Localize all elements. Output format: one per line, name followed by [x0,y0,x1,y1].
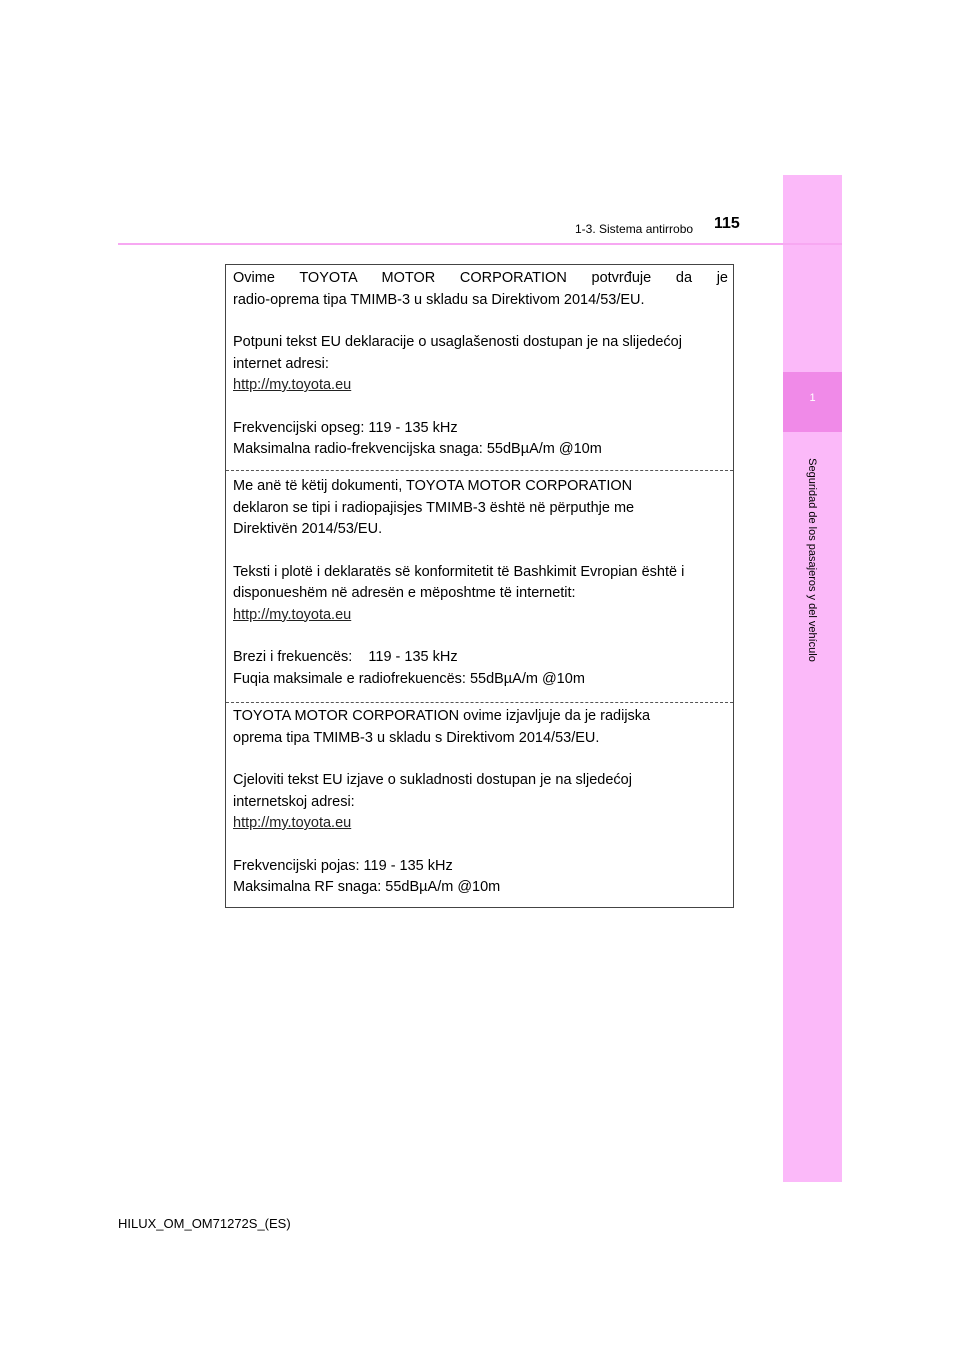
declaration-line: Me anë të këtij dokumenti, TOYOTA MOTOR CORPORATION [233,478,633,494]
declaration-line: TOYOTA MOTOR CORPORATION ovime izjavljuje da je radijska [233,708,651,724]
frequency-range: Frekvencijski pojas: 119 - 135 kHz [233,857,453,874]
document-id: HILUX_OM_OM71272S_(ES) [118,1216,291,1231]
toyota-link[interactable]: http://my.toyota.eu [233,377,352,393]
chapter-number: 1 [809,392,816,404]
chapter-title: Seguridad de los pasajeros y del vehículo [806,458,818,662]
declaration-line: Potpuni tekst EU deklaracije o usaglašenosti dostupan je na slijedećoj [233,334,682,350]
declaration-line: deklaron se tipi i radiopajisjes TMIMB-3 është në përputhje me [233,499,635,516]
toyota-link[interactable]: http://my.toyota.eu [233,815,352,831]
declaration-line: radio-oprema tipa TMIMB-3 u skladu sa Direktivom 2014/53/EU. [233,291,645,308]
frequency-range: Brezi i frekuencës: 119 - 135 kHz [233,649,458,665]
max-power: Fuqia maksimale e radiofrekuencës: 55dBµA/m @10m [233,670,585,687]
max-power: Maksimalna RF snaga: 55dBµA/m @10m [233,879,501,895]
declaration-line: Cjeloviti tekst EU izjave o sukladnosti dostupan je na sljedećoj [233,772,632,788]
declaration-line: disponueshëm në adresën e mëposhtme të internetit: [233,585,576,601]
declaration-line: Teksti i plotë i deklaratës së konformitetit të Bashkimit Evropian është i [233,563,685,580]
declaration-line: internet adresi: [233,355,329,372]
section-divider [226,470,733,471]
declaration-bosnian [233,268,728,461]
header-rule [118,243,842,245]
declaration-line: internetskoj adresi: [233,793,355,810]
declaration-line: Direktivën 2014/53/EU. [233,521,383,537]
declaration-line: oprema tipa TMIMB-3 u skladu s Direktivom 2014/53/EU. [233,729,600,746]
max-power: Maksimalna radio-frekvencijska snaga: 55dBµA/m @10m [233,441,602,457]
section-title: 1-3. Sistema antirrobo [575,222,694,236]
declaration-albanian [233,476,728,690]
side-tab [783,175,842,1182]
page-number: 115 [714,215,740,232]
declaration-croatian [233,706,728,899]
frequency-range: Frekvencijski opseg: 119 - 135 kHz [233,419,458,436]
toyota-link[interactable]: http://my.toyota.eu [233,606,352,623]
section-divider [226,702,733,703]
declaration-line: Ovime TOYOTA MOTOR CORPORATION potvrđuje da je [233,270,728,286]
